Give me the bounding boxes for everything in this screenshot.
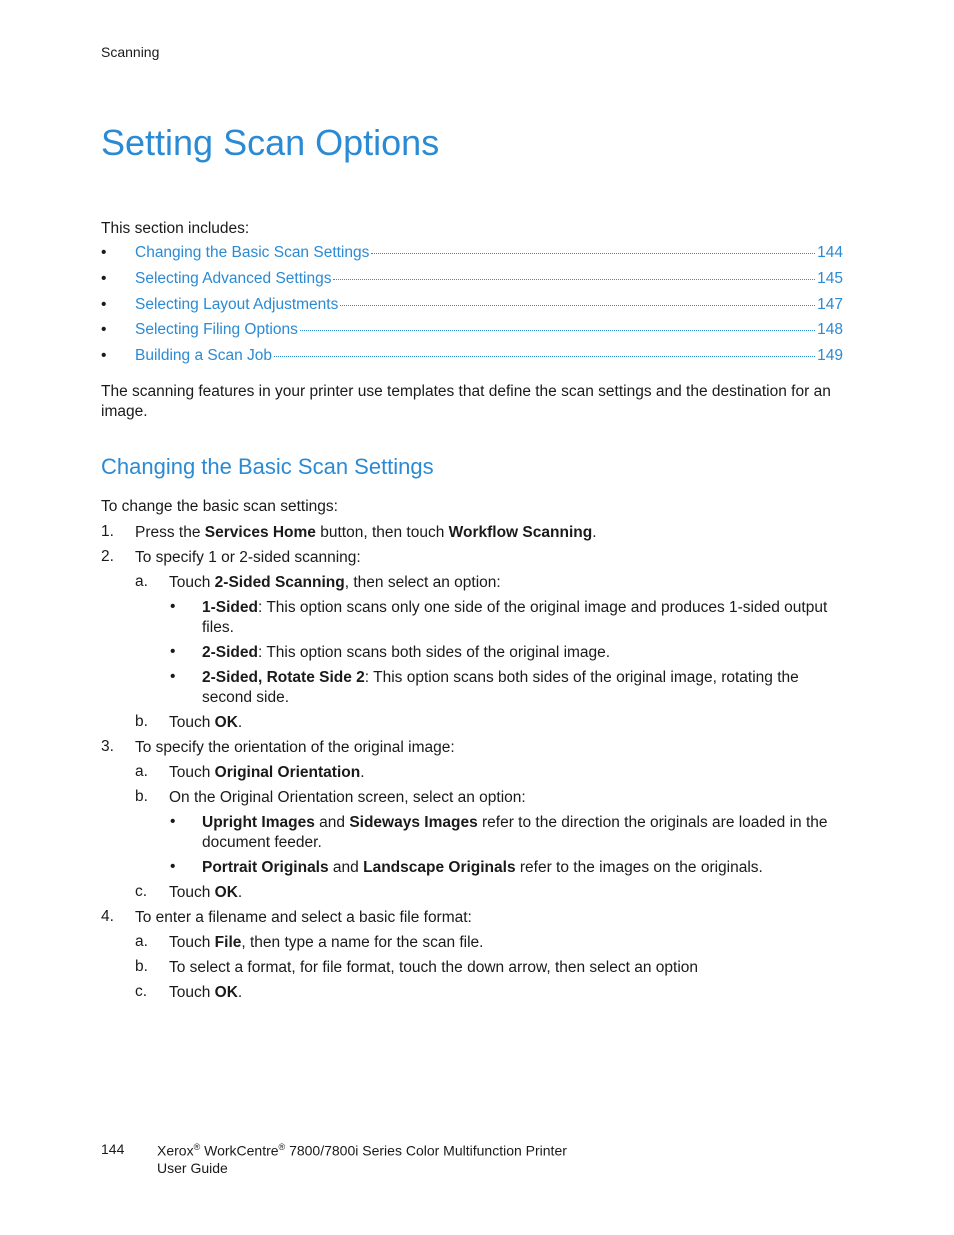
step-3b: On the Original Orientation screen, select an option: xyxy=(169,789,526,806)
toc-label: Selecting Layout Adjustments xyxy=(135,295,339,313)
toc-leader xyxy=(371,253,815,254)
substep-letter: b. xyxy=(135,788,148,805)
toc-link-layout-adjustments[interactable] xyxy=(135,296,843,314)
table-of-contents xyxy=(101,244,843,373)
step-4a: Touch File, then type a name for the scan file. xyxy=(169,934,484,951)
section-heading: Changing the Basic Scan Settings xyxy=(101,454,434,479)
toc-item xyxy=(101,296,843,322)
footer-product xyxy=(157,1139,567,1177)
substep-letter: a. xyxy=(135,933,148,950)
running-header: Scanning xyxy=(101,44,160,60)
intro-text: This section includes: xyxy=(101,220,250,237)
toc-page: 144 xyxy=(817,244,843,261)
bullet-icon: • xyxy=(101,321,107,339)
step-3a: Touch Original Orientation. xyxy=(169,764,365,781)
option-2-sided-rotate: 2-Sided, Rotate Side 2: This option scans both sides of the original image, rotating the second side. xyxy=(202,669,799,706)
step-number: 3. xyxy=(101,738,114,755)
step-number: 2. xyxy=(101,548,114,565)
step-number: 1. xyxy=(101,523,114,540)
toc-leader xyxy=(274,356,815,357)
footer-guide-line: User Guide xyxy=(157,1159,228,1176)
toc-link-filing-options[interactable] xyxy=(135,321,843,339)
bullet-icon: • xyxy=(170,598,176,615)
option-upright-sideways: Upright Images and Sideways Images refer to the direction the originals are loaded in the document feeder. xyxy=(202,814,828,851)
toc-item xyxy=(101,270,843,296)
substep-letter: b. xyxy=(135,958,148,975)
step-2: To specify 1 or 2-sided scanning: xyxy=(135,549,361,566)
toc-leader xyxy=(340,305,815,306)
substep-letter: a. xyxy=(135,763,148,780)
toc-leader xyxy=(300,330,815,331)
step-3c: Touch OK. xyxy=(169,884,243,901)
bullet-icon: • xyxy=(170,643,176,660)
page-title: Setting Scan Options xyxy=(101,122,440,163)
toc-page: 149 xyxy=(817,347,843,365)
bullet-icon: • xyxy=(101,347,107,365)
toc-link-advanced-settings[interactable] xyxy=(135,270,843,288)
option-2-sided: 2-Sided: This option scans both sides of the original image. xyxy=(202,644,611,661)
toc-leader xyxy=(333,279,815,280)
description-paragraph: The scanning features in your printer use templates that define the scan settings and the destination for an image. xyxy=(101,383,831,420)
substep-letter: a. xyxy=(135,573,148,590)
toc-link-scan-job[interactable] xyxy=(135,347,843,365)
step-2a: Touch 2-Sided Scanning, then select an option: xyxy=(169,574,501,591)
toc-label: Building a Scan Job xyxy=(135,347,273,365)
step-4c: Touch OK. xyxy=(169,984,243,1001)
toc-page: 148 xyxy=(817,321,843,339)
toc-page: 145 xyxy=(817,269,843,287)
bullet-icon: • xyxy=(101,244,107,261)
toc-page: 147 xyxy=(817,295,843,313)
footer-product-line: Xerox® WorkCentre® 7800/7800i Series Color Multifunction Printer xyxy=(157,1142,567,1159)
page-number: 144 xyxy=(101,1141,125,1157)
substep-letter: c. xyxy=(135,883,148,900)
toc-label: Changing the Basic Scan Settings xyxy=(135,244,370,261)
step-2b: Touch OK. xyxy=(169,714,243,731)
bullet-icon: • xyxy=(170,668,176,685)
step-4b: To select a format, for file format, touch the down arrow, then select an option xyxy=(169,959,698,976)
toc-label: Selecting Advanced Settings xyxy=(135,269,332,287)
toc-item xyxy=(101,321,843,347)
bullet-icon: • xyxy=(101,269,107,287)
step-number: 4. xyxy=(101,908,114,925)
toc-item xyxy=(101,347,843,373)
step-1: Press the Services Home button, then touch Workflow Scanning. xyxy=(135,524,597,541)
substep-letter: b. xyxy=(135,713,148,730)
substep-letter: c. xyxy=(135,983,148,1000)
bullet-icon: • xyxy=(170,813,176,830)
step-4: To enter a filename and select a basic file format: xyxy=(135,909,472,926)
option-1-sided: 1-Sided: This option scans only one side of the original image and produces 1-sided output files. xyxy=(202,599,828,636)
step-3: To specify the orientation of the original image: xyxy=(135,739,455,756)
toc-item xyxy=(101,244,843,270)
toc-label: Selecting Filing Options xyxy=(135,321,298,339)
toc-link-basic-scan-settings[interactable] xyxy=(135,244,843,262)
bullet-icon: • xyxy=(101,295,107,313)
procedure-lead: To change the basic scan settings: xyxy=(101,498,338,515)
bullet-icon: • xyxy=(170,858,176,875)
option-portrait-landscape: Portrait Originals and Landscape Originals refer to the images on the originals. xyxy=(202,859,763,876)
